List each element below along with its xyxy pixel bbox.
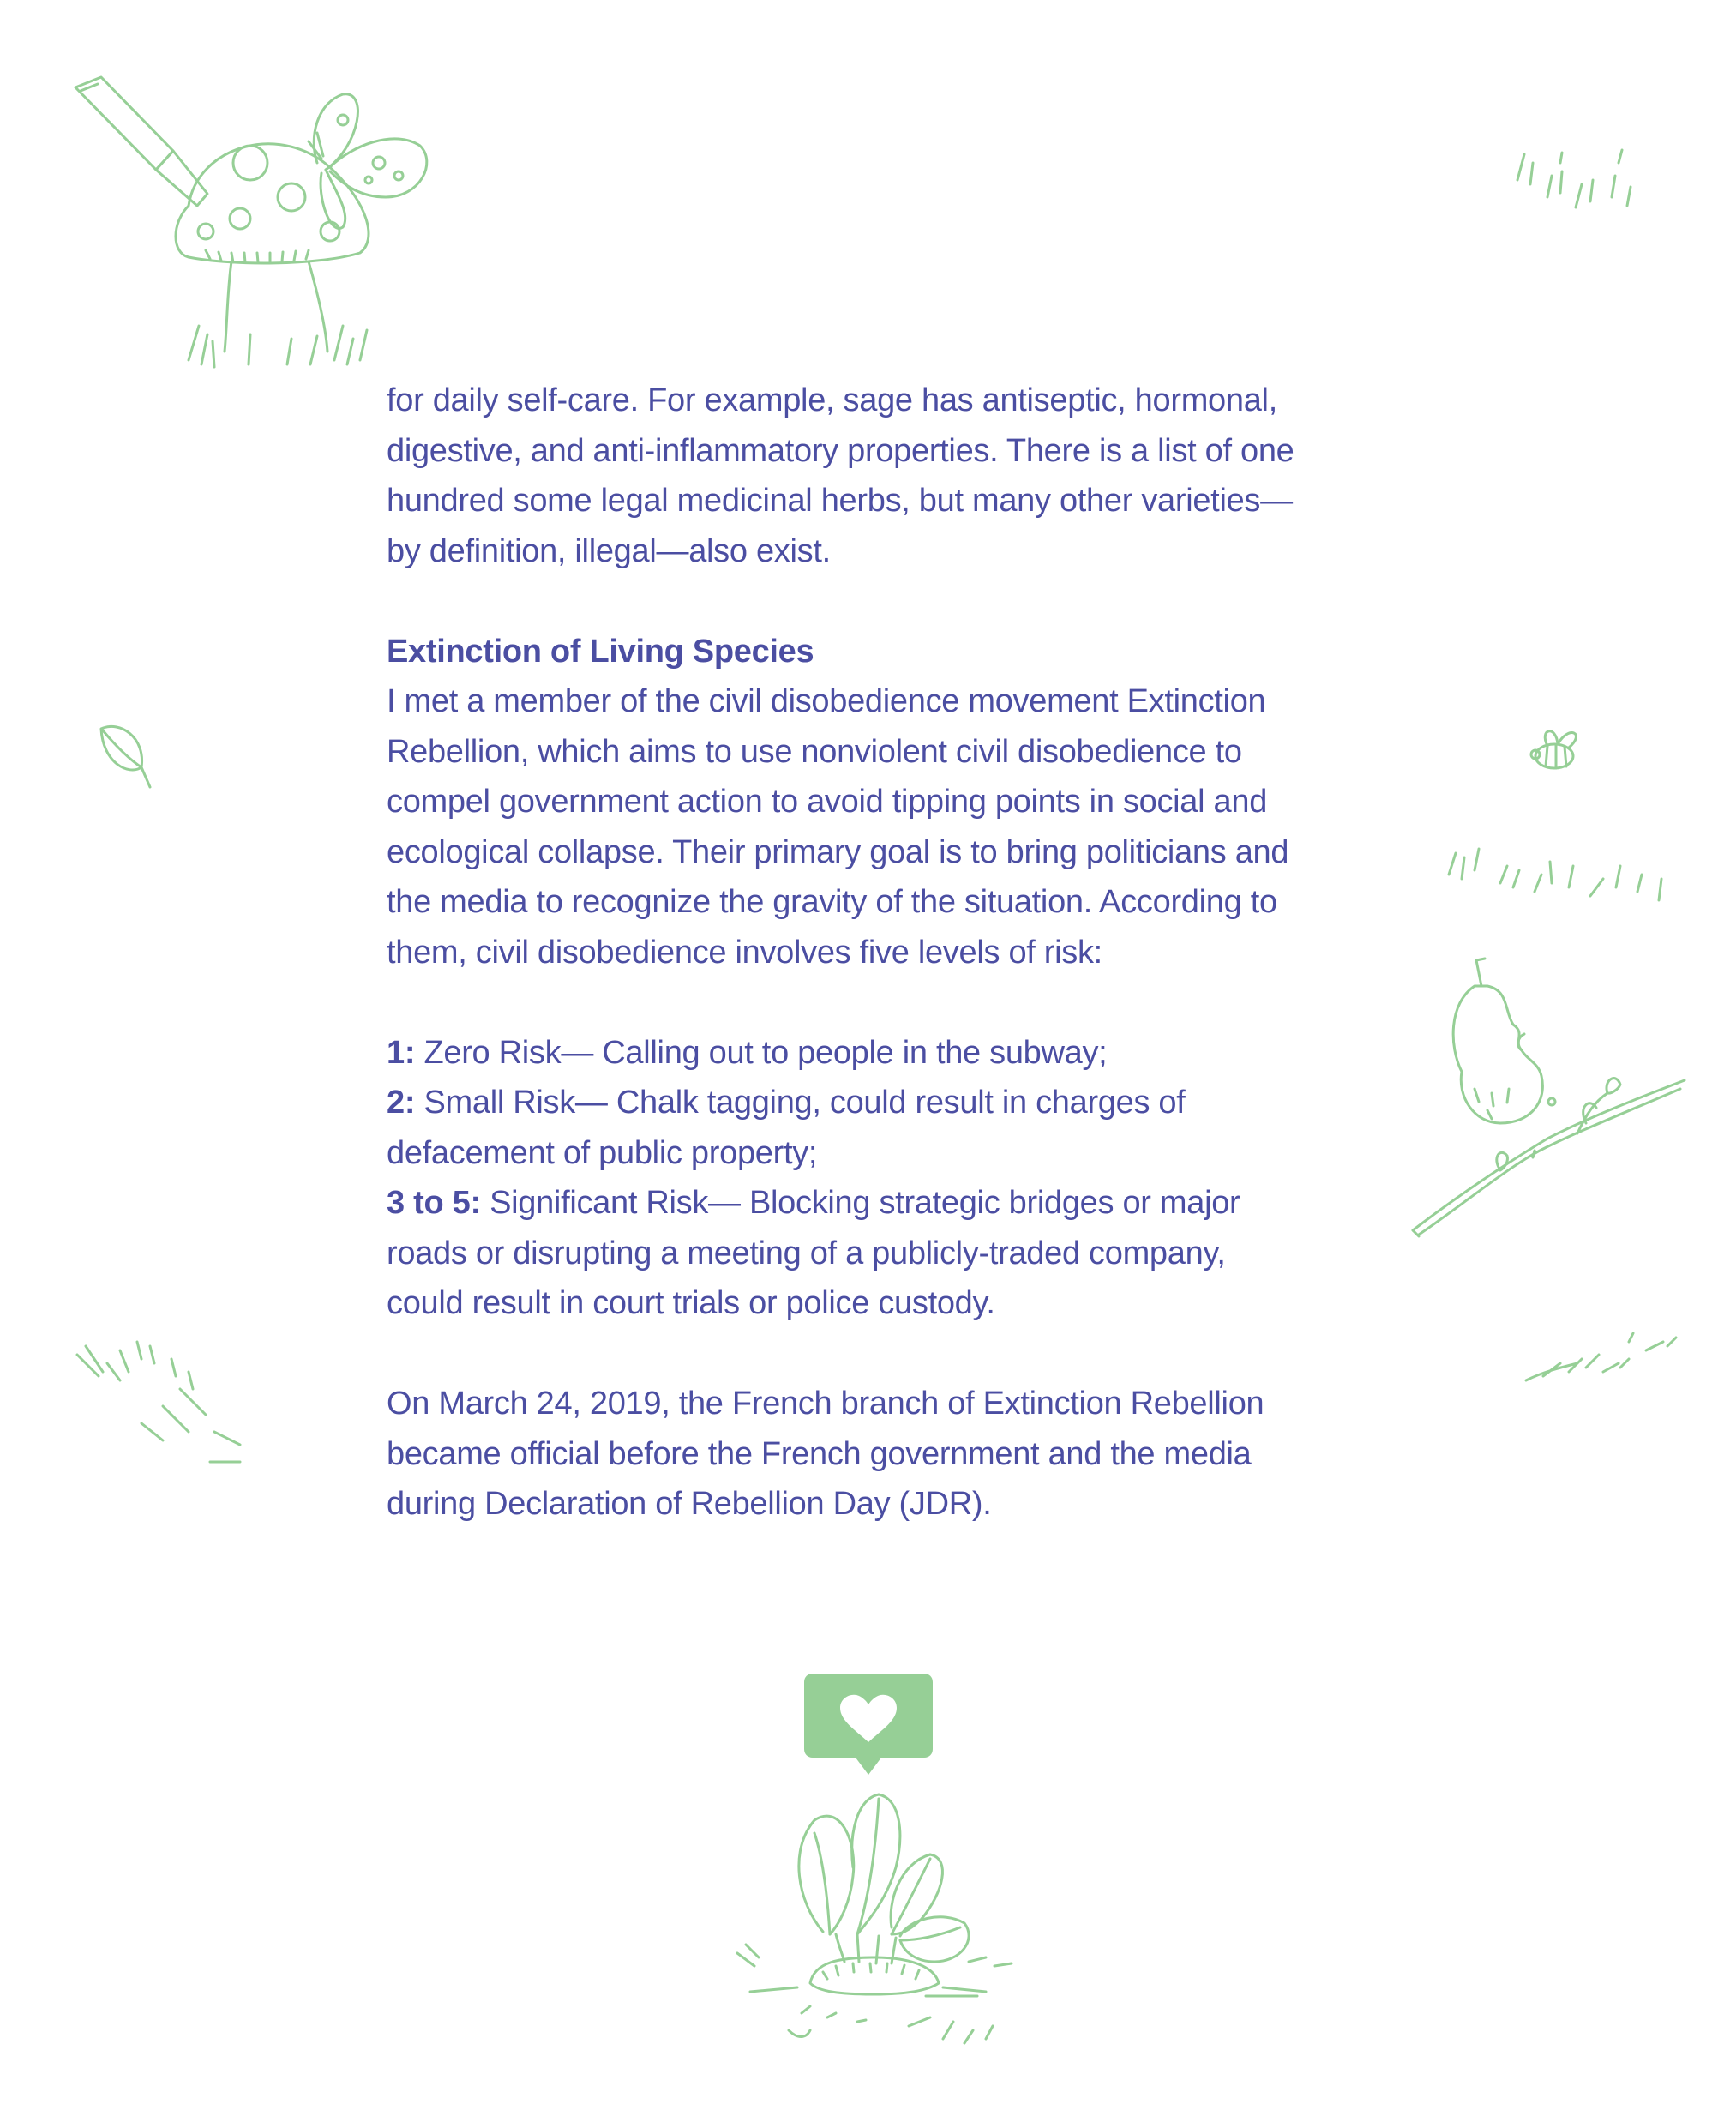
leaf-icon bbox=[94, 720, 154, 797]
text-line: On March 24, 2019, the French branch of Extinction Rebellion bbox=[387, 1386, 1264, 1422]
mushroom-knife-butterfly-icon bbox=[60, 69, 446, 394]
heart-speech-bubble-icon bbox=[804, 1674, 933, 1776]
text-line: them, civil disobedience involves five levels of risk: bbox=[387, 934, 1102, 971]
text-line: compel government action to avoid tipping points in social and bbox=[387, 784, 1268, 820]
risk-level-number: 3 to 5: bbox=[387, 1185, 481, 1221]
risk-level-text: Significant Risk— Blocking strategic bridges or major bbox=[480, 1185, 1240, 1221]
text-line: for daily self-care. For example, sage has antiseptic, hormonal, bbox=[387, 382, 1277, 418]
text-line: the media to recognize the gravity of the situation. According to bbox=[387, 884, 1277, 920]
intro-paragraph bbox=[387, 376, 1415, 576]
grass-tufts-icon bbox=[1440, 840, 1680, 909]
section-paragraph bbox=[387, 627, 1415, 978]
text-line: Rebellion, which aims to use nonviolent civil disobedience to bbox=[387, 733, 1242, 770]
beet-plant-icon bbox=[729, 1782, 1037, 2073]
grass-tufts-icon bbox=[1509, 146, 1646, 214]
paragraph-spacer bbox=[387, 576, 1415, 627]
grass-tufts-icon bbox=[1517, 1329, 1689, 1398]
pear-branch-icon bbox=[1406, 952, 1697, 1252]
risk-level-text: Zero Risk— Calling out to people in the subway; bbox=[415, 1034, 1108, 1071]
closing-paragraph bbox=[387, 1379, 1415, 1530]
text-line: hundred some legal medicinal herbs, but many other varieties— bbox=[387, 483, 1293, 519]
text-line: ecological collapse. Their primary goal is to bring politicians and bbox=[387, 833, 1289, 870]
risk-level-number: 1: bbox=[387, 1034, 416, 1071]
section-heading: Extinction of Living Species bbox=[387, 633, 814, 670]
text-line: I met a member of the civil disobedience movement Extinction bbox=[387, 683, 1266, 719]
bee-icon bbox=[1522, 720, 1590, 780]
paragraph-spacer bbox=[387, 1329, 1415, 1380]
text-line: became official before the French government and the media bbox=[387, 1435, 1252, 1472]
grass-tufts-icon bbox=[69, 1338, 249, 1466]
risk-list bbox=[387, 1028, 1415, 1329]
text-line: digestive, and anti-inflammatory properties. There is a list of one bbox=[387, 432, 1294, 469]
article-body bbox=[387, 376, 1415, 1530]
text-line: during Declaration of Rebellion Day (JDR). bbox=[387, 1486, 992, 1522]
risk-level-text: defacement of public property; bbox=[387, 1134, 818, 1171]
risk-level-text: Small Risk— Chalk tagging, could result in charges of bbox=[415, 1085, 1186, 1121]
paragraph-spacer bbox=[387, 977, 1415, 1028]
risk-level-number: 2: bbox=[387, 1085, 416, 1121]
risk-level-text: could result in court trials or police custody. bbox=[387, 1285, 995, 1321]
risk-level-text: roads or disrupting a meeting of a publicly-traded company, bbox=[387, 1235, 1226, 1271]
text-line: by definition, illegal—also exist. bbox=[387, 532, 831, 569]
